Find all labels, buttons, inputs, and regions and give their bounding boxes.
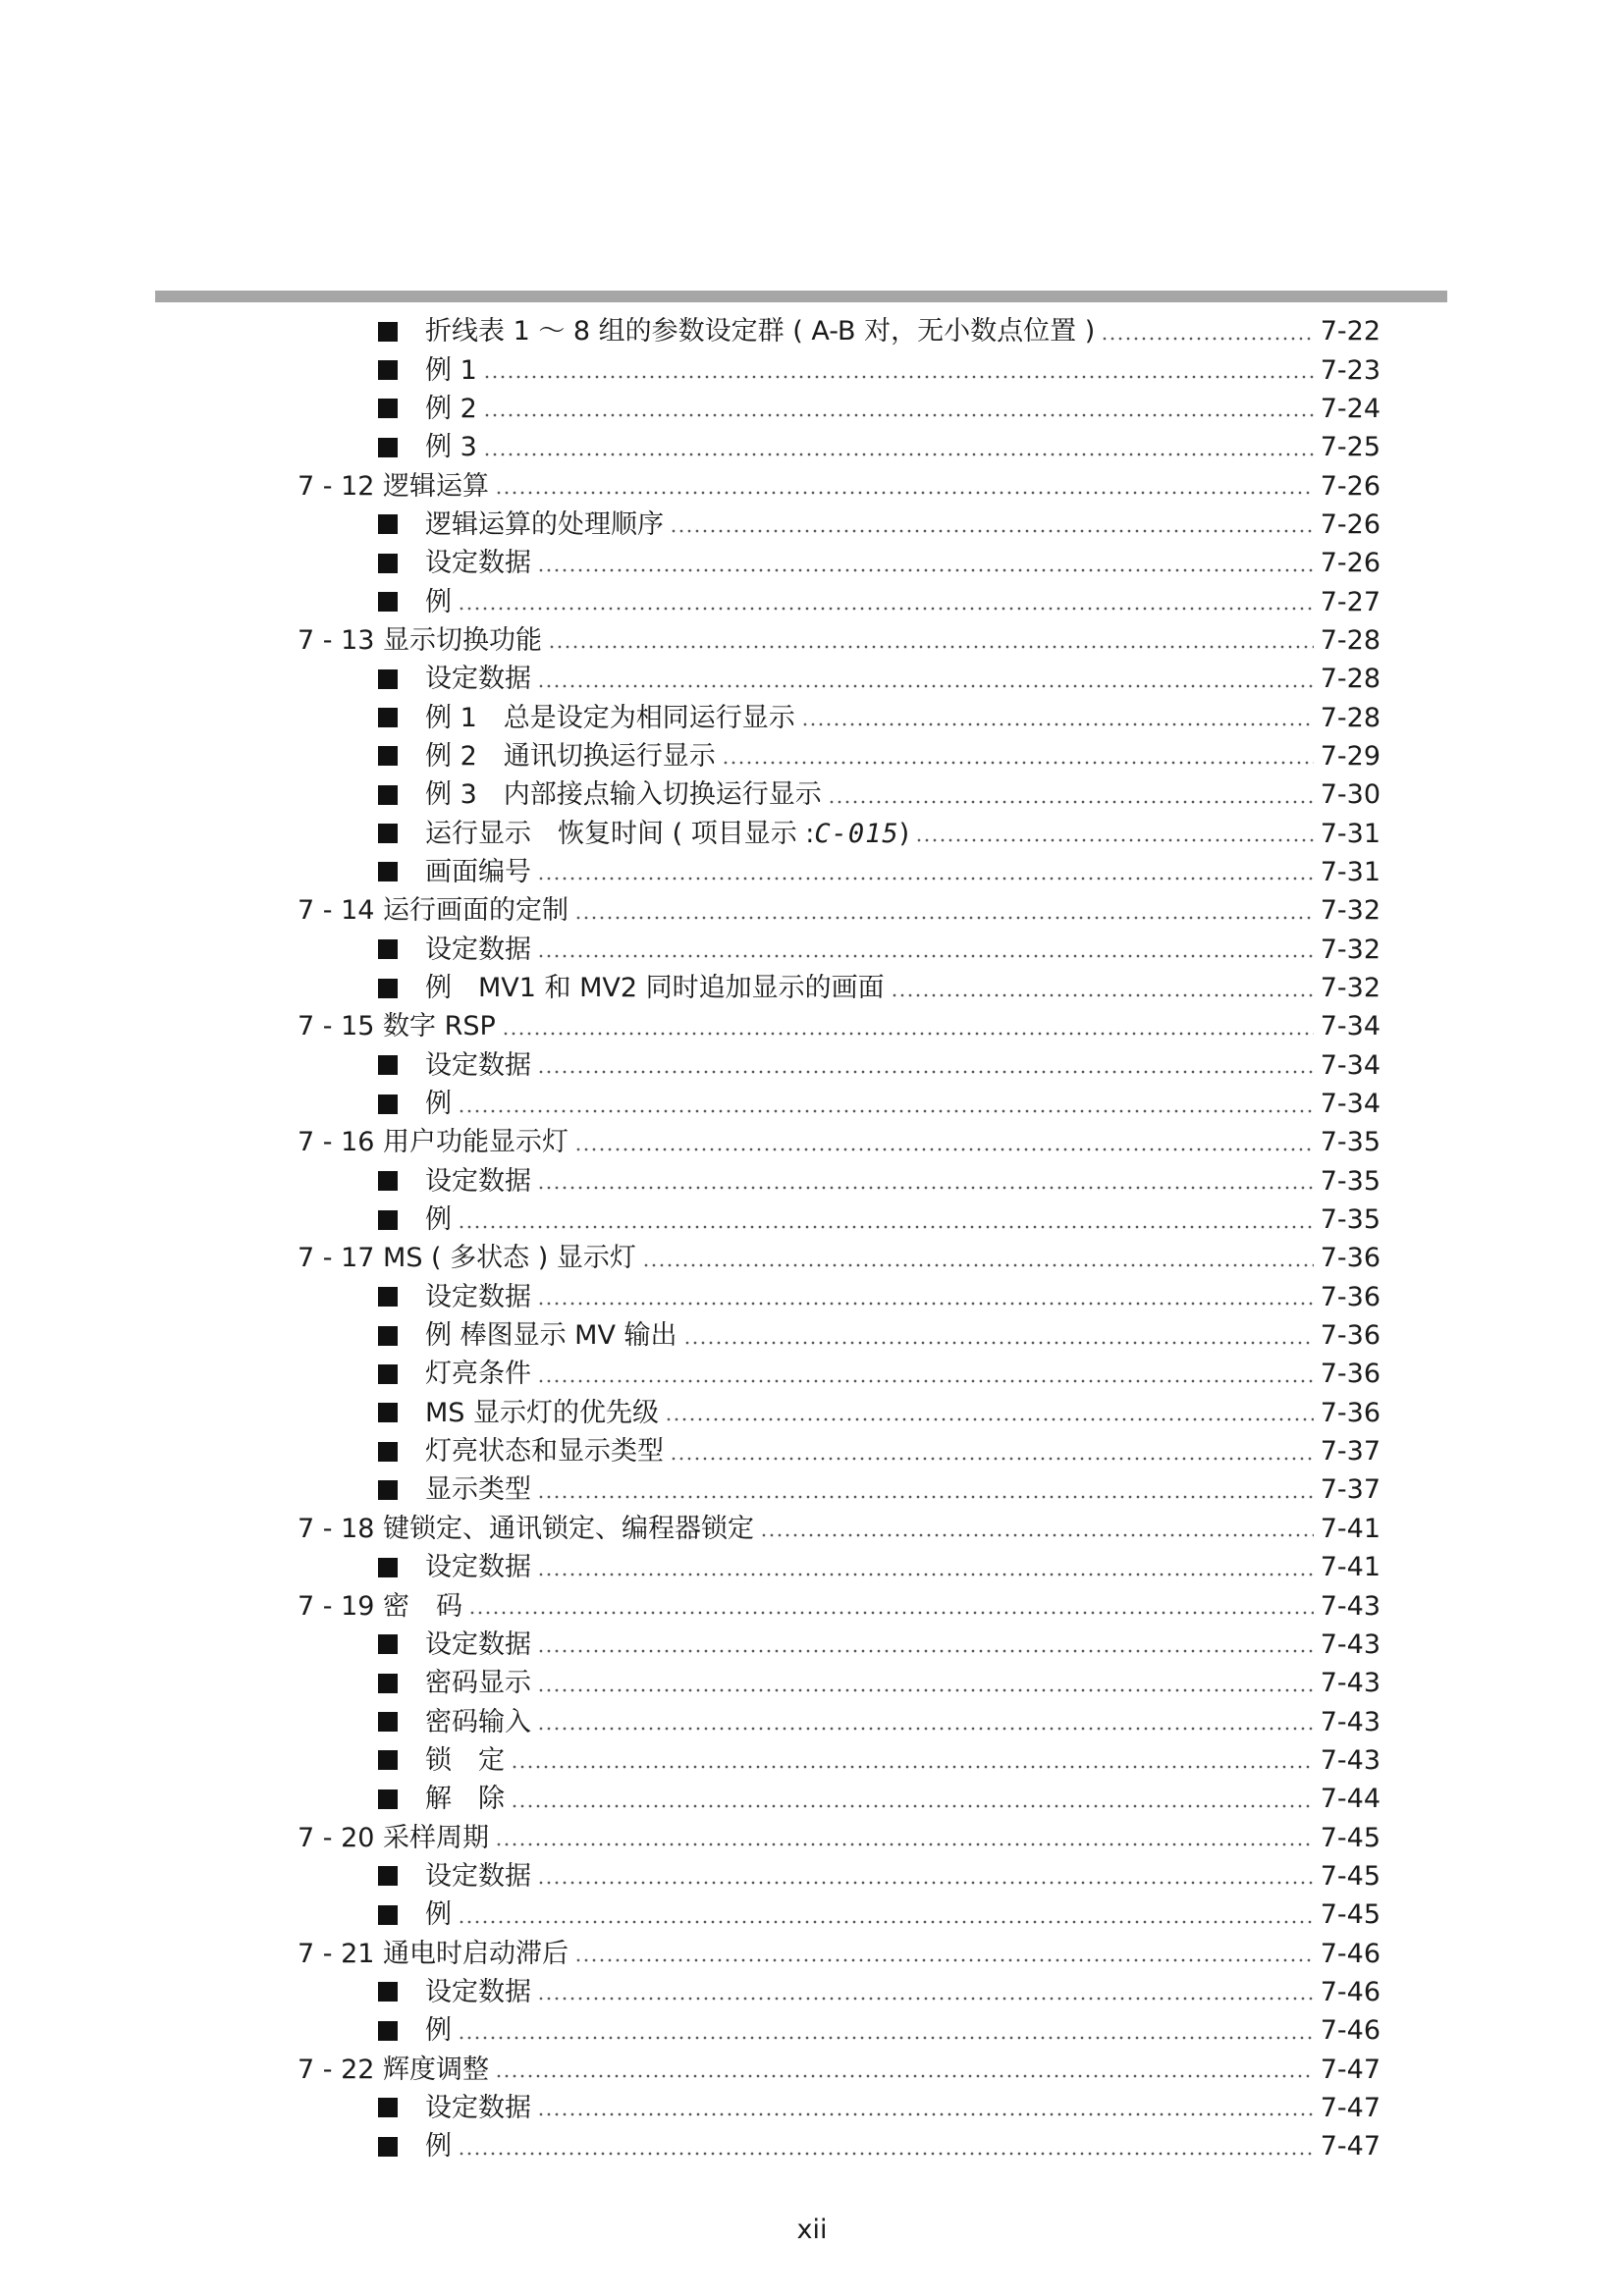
dot-leader: [574, 1148, 1314, 1151]
toc-page-number: 7-47: [1320, 2092, 1380, 2123]
square-bullet-icon: [378, 824, 398, 843]
dot-leader: [537, 877, 1314, 881]
toc-page-number: 7-45: [1320, 1860, 1380, 1892]
dot-leader: [537, 1573, 1314, 1576]
toc-page-number: 7-36: [1320, 1243, 1380, 1274]
toc-entry-label: 设定数据: [425, 664, 531, 695]
dot-leader: [483, 375, 1314, 379]
toc-page-number: 7-32: [1320, 895, 1380, 927]
dot-leader: [670, 1457, 1314, 1461]
dot-leader: [722, 761, 1314, 765]
toc-entry-label: 7 - 20 采样周期: [298, 1822, 490, 1853]
toc-subentry[interactable]: [0, 814, 1624, 852]
toc-entry-label: 锁 定: [425, 1744, 505, 1776]
toc-entry-label: 密码显示: [425, 1668, 531, 1699]
toc-subentry[interactable]: [0, 1085, 1624, 1123]
dot-leader: [760, 1533, 1314, 1537]
toc-subentry[interactable]: [0, 2011, 1624, 2050]
toc-page-number: 7-28: [1320, 664, 1380, 695]
dot-leader: [537, 954, 1314, 958]
toc-page-number: 7-29: [1320, 740, 1380, 772]
toc-entry-label: 例: [425, 1899, 452, 1931]
toc-entry-label: 运行显示 恢复时间 ( 项目显示 :C-015): [425, 818, 910, 849]
square-bullet-icon: [378, 1634, 398, 1654]
toc-entry-label: 设定数据: [425, 934, 531, 965]
toc-subentry[interactable]: [0, 1355, 1624, 1393]
toc-page-number: 7-31: [1320, 818, 1380, 849]
lcd-code-display: C-015: [814, 818, 899, 849]
dot-leader: [458, 1109, 1314, 1113]
toc-entry-label: 7 - 13 显示切换功能: [298, 624, 543, 656]
dot-leader: [642, 1263, 1314, 1267]
square-bullet-icon: [378, 939, 398, 959]
square-bullet-icon: [378, 1171, 398, 1191]
toc-section-entry[interactable]: [0, 1239, 1624, 1277]
square-bullet-icon: [378, 1480, 398, 1500]
dot-leader: [915, 838, 1314, 842]
toc-entry-label: 显示类型: [425, 1474, 531, 1506]
toc-entry-label: 例 3 内部接点输入切换运行显示: [425, 779, 822, 811]
toc-page-number: 7-31: [1320, 856, 1380, 887]
square-bullet-icon: [378, 1055, 398, 1075]
toc-page-number: 7-47: [1320, 2054, 1380, 2085]
dot-leader: [537, 1379, 1314, 1383]
square-bullet-icon: [378, 1674, 398, 1693]
toc-page-number: 7-44: [1320, 1784, 1380, 1815]
toc-entry-label: 逻辑运算的处理顺序: [425, 508, 664, 540]
toc-page-number: 7-35: [1320, 1204, 1380, 1236]
toc-subentry[interactable]: [0, 506, 1624, 544]
dot-leader: [537, 1727, 1314, 1731]
toc-subentry[interactable]: [0, 698, 1624, 736]
toc-subentry[interactable]: [0, 1741, 1624, 1780]
toc-page-number: 7-45: [1320, 1822, 1380, 1853]
toc-subentry[interactable]: [0, 931, 1624, 969]
dot-leader: [1101, 337, 1314, 341]
dot-leader: [537, 684, 1314, 688]
toc-entry-label: MS 显示灯的优先级: [425, 1397, 660, 1428]
toc-page-number: 7-47: [1320, 2131, 1380, 2163]
toc-entry-label: 例 3: [425, 432, 477, 463]
toc-page-number: 7-46: [1320, 1976, 1380, 2007]
toc-subentry[interactable]: [0, 1394, 1624, 1432]
toc-subentry[interactable]: [0, 2089, 1624, 2127]
square-bullet-icon: [378, 1287, 398, 1307]
toc-section-entry[interactable]: [0, 1818, 1624, 1856]
square-bullet-icon: [378, 1403, 398, 1422]
square-bullet-icon: [378, 399, 398, 418]
toc-entry-label: 密码输入: [425, 1706, 531, 1737]
toc-subentry[interactable]: [0, 737, 1624, 775]
toc-entry-label: 设定数据: [425, 1860, 531, 1892]
square-bullet-icon: [378, 1095, 398, 1114]
toc-subentry[interactable]: [0, 1201, 1624, 1239]
square-bullet-icon: [378, 514, 398, 534]
toc-page-number: 7-26: [1320, 548, 1380, 579]
toc-section-entry[interactable]: [0, 891, 1624, 930]
dot-leader: [483, 413, 1314, 417]
toc-subentry[interactable]: [0, 2127, 1624, 2165]
toc-subentry[interactable]: [0, 1896, 1624, 1934]
toc-page-number: 7-46: [1320, 1938, 1380, 1969]
toc-subentry[interactable]: [0, 1548, 1624, 1586]
toc-page-number: 7-27: [1320, 586, 1380, 617]
toc-page-number: 7-36: [1320, 1359, 1380, 1390]
dot-leader: [537, 1302, 1314, 1306]
toc-section-entry[interactable]: [0, 1510, 1624, 1548]
toc-page-number: 7-41: [1320, 1513, 1380, 1544]
toc-page-number: 7-24: [1320, 393, 1380, 424]
toc-entry-label: 例: [425, 1089, 452, 1120]
square-bullet-icon: [378, 1326, 398, 1346]
toc-section-entry[interactable]: [0, 2050, 1624, 2088]
square-bullet-icon: [378, 360, 398, 380]
toc-subentry[interactable]: [0, 1702, 1624, 1740]
toc-page-number: 7-26: [1320, 470, 1380, 502]
toc-page-number: 7-36: [1320, 1397, 1380, 1428]
dot-leader: [574, 916, 1314, 920]
square-bullet-icon: [378, 1982, 398, 2002]
toc-page-number: 7-43: [1320, 1668, 1380, 1699]
toc-entry-label: 7 - 18 键锁定、通讯锁定、编程器锁定: [298, 1513, 755, 1544]
dot-leader: [495, 2074, 1314, 2078]
toc-entry-label: 灯亮状态和显示类型: [425, 1436, 664, 1468]
toc-page-number: 7-32: [1320, 973, 1380, 1004]
dot-leader: [683, 1341, 1314, 1345]
toc-section-entry[interactable]: [0, 1007, 1624, 1045]
toc-subentry[interactable]: [0, 350, 1624, 389]
toc-entry-label: 设定数据: [425, 2092, 531, 2123]
toc-page-number: 7-46: [1320, 2015, 1380, 2047]
dot-leader: [495, 491, 1314, 495]
square-bullet-icon: [378, 746, 398, 766]
dot-leader: [801, 722, 1314, 726]
toc-page-number: 7-45: [1320, 1899, 1380, 1931]
square-bullet-icon: [378, 592, 398, 612]
toc-entry-label: 例: [425, 1204, 452, 1236]
toc-entry-label: 7 - 12 逻辑运算: [298, 470, 490, 502]
toc-subentry[interactable]: [0, 1316, 1624, 1355]
dot-leader: [458, 1920, 1314, 1924]
toc-subentry[interactable]: [0, 1664, 1624, 1702]
dot-leader: [548, 645, 1314, 649]
toc-subentry[interactable]: [0, 1046, 1624, 1085]
toc-page-number: 7-37: [1320, 1436, 1380, 1468]
dot-leader: [502, 1032, 1314, 1036]
square-bullet-icon: [378, 1750, 398, 1770]
toc-page-number: 7-43: [1320, 1590, 1380, 1622]
toc-page-number: 7-43: [1320, 1706, 1380, 1737]
toc-section-entry[interactable]: [0, 1586, 1624, 1625]
square-bullet-icon: [378, 322, 398, 342]
dot-leader: [537, 1688, 1314, 1692]
toc-entry-label: 设定数据: [425, 1049, 531, 1081]
toc-entry-label: 设定数据: [425, 1629, 531, 1660]
toc-entry-label: 7 - 22 辉度调整: [298, 2054, 490, 2085]
dot-leader: [458, 1225, 1314, 1229]
toc-entry-label: 设定数据: [425, 548, 531, 579]
dot-leader: [537, 2112, 1314, 2116]
square-bullet-icon: [378, 1712, 398, 1732]
dot-leader: [458, 2152, 1314, 2156]
toc-entry-label: 折线表 1 ～ 8 组的参数设定群 ( A-B 对，无小数点位置 ): [425, 316, 1096, 347]
toc-entry-label: 7 - 14 运行画面的定制: [298, 895, 569, 927]
toc-subentry[interactable]: [0, 1432, 1624, 1470]
toc-entry-label: 例: [425, 2015, 452, 2047]
square-bullet-icon: [378, 1442, 398, 1462]
toc-page-number: 7-35: [1320, 1165, 1380, 1197]
dot-leader: [468, 1611, 1314, 1615]
dot-leader: [574, 1958, 1314, 1962]
dot-leader: [458, 607, 1314, 611]
square-bullet-icon: [378, 708, 398, 727]
dot-leader: [537, 1070, 1314, 1074]
dot-leader: [537, 1649, 1314, 1653]
page-number: xii: [796, 2215, 828, 2245]
dot-leader: [537, 1186, 1314, 1190]
toc-entry-label: 7 - 19 密 码: [298, 1590, 463, 1622]
toc-page-number: 7-30: [1320, 779, 1380, 811]
square-bullet-icon: [378, 1364, 398, 1384]
toc-entry-label: 设定数据: [425, 1552, 531, 1583]
toc-page-number: 7-43: [1320, 1744, 1380, 1776]
toc-entry-label: 例: [425, 2131, 452, 2163]
toc-subentry[interactable]: [0, 582, 1624, 620]
toc-entry-label: 设定数据: [425, 1281, 531, 1312]
toc-page-number: 7-34: [1320, 1049, 1380, 1081]
square-bullet-icon: [378, 862, 398, 881]
square-bullet-icon: [378, 554, 398, 573]
toc-entry-label: 7 - 21 通电时启动滞后: [298, 1938, 569, 1969]
square-bullet-icon: [378, 979, 398, 998]
toc-page-number: 7-28: [1320, 702, 1380, 733]
toc-entry-label: 例 2: [425, 393, 477, 424]
toc-page-number: 7-36: [1320, 1320, 1380, 1352]
toc-page-number: 7-34: [1320, 1011, 1380, 1042]
toc-page-number: 7-35: [1320, 1127, 1380, 1158]
dot-leader: [537, 568, 1314, 572]
toc-subentry[interactable]: [0, 1470, 1624, 1509]
toc-entry-label: 解 除: [425, 1784, 505, 1815]
toc-entry-label: 例: [425, 586, 452, 617]
toc-entry-label: 7 - 15 数字 RSP: [298, 1011, 496, 1042]
dot-leader: [458, 2036, 1314, 2040]
toc-subentry[interactable]: [0, 1857, 1624, 1896]
toc-entry-label: 例 1 总是设定为相同运行显示: [425, 702, 795, 733]
toc-section-entry[interactable]: [0, 1123, 1624, 1161]
square-bullet-icon: [378, 785, 398, 805]
dot-leader: [537, 1881, 1314, 1885]
dot-leader: [828, 800, 1314, 804]
toc-subentry[interactable]: [0, 853, 1624, 891]
toc-subentry[interactable]: [0, 390, 1624, 428]
dot-leader: [511, 1804, 1314, 1808]
dot-leader: [670, 529, 1314, 533]
toc-page-number: 7-28: [1320, 624, 1380, 656]
dot-leader: [537, 1997, 1314, 2001]
toc-subentry[interactable]: [0, 544, 1624, 582]
toc-entry-label: 例 MV1 和 MV2 同时追加显示的画面: [425, 973, 885, 1004]
square-bullet-icon: [378, 2098, 398, 2117]
square-bullet-icon: [378, 1789, 398, 1809]
toc-entry-label: 灯亮条件: [425, 1359, 531, 1390]
square-bullet-icon: [378, 2137, 398, 2157]
toc-subentry[interactable]: [0, 1278, 1624, 1316]
toc-page-number: 7-23: [1320, 354, 1380, 386]
square-bullet-icon: [378, 1866, 398, 1886]
toc-entry-label: 例 棒图显示 MV 输出: [425, 1320, 677, 1352]
toc-subentry[interactable]: [0, 1780, 1624, 1818]
header-rule: [155, 291, 1447, 302]
square-bullet-icon: [378, 1905, 398, 1925]
toc-entry-label: 设定数据: [425, 1976, 531, 2007]
toc-subentry[interactable]: [0, 1626, 1624, 1664]
toc-subentry[interactable]: [0, 1973, 1624, 2011]
toc-page-number: 7-34: [1320, 1089, 1380, 1120]
toc-page-number: 7-25: [1320, 432, 1380, 463]
toc-entry-label: 例 2 通讯切换运行显示: [425, 740, 716, 772]
toc-section-entry[interactable]: [0, 621, 1624, 660]
toc-section-entry[interactable]: [0, 1934, 1624, 1972]
square-bullet-icon: [378, 1210, 398, 1230]
toc-page-number: 7-43: [1320, 1629, 1380, 1660]
square-bullet-icon: [378, 2021, 398, 2041]
dot-leader: [483, 453, 1314, 456]
dot-leader: [495, 1842, 1314, 1846]
square-bullet-icon: [378, 669, 398, 689]
dot-leader: [537, 1495, 1314, 1499]
toc-subentry[interactable]: [0, 969, 1624, 1007]
toc-entry-label: 例 1: [425, 354, 477, 386]
toc-subentry[interactable]: [0, 428, 1624, 466]
dot-leader: [665, 1417, 1314, 1421]
square-bullet-icon: [378, 438, 398, 457]
toc-entry-label: 7 - 16 用户功能显示灯: [298, 1127, 569, 1158]
square-bullet-icon: [378, 1558, 398, 1577]
toc-page-number: 7-22: [1320, 316, 1380, 347]
toc-entry-label: 7 - 17 MS ( 多状态 ) 显示灯: [298, 1243, 636, 1274]
table-of-contents: [0, 312, 1624, 2166]
toc-subentry[interactable]: [0, 660, 1624, 698]
toc-subentry[interactable]: [0, 1162, 1624, 1201]
dot-leader: [511, 1765, 1314, 1769]
toc-page-number: 7-41: [1320, 1552, 1380, 1583]
toc-page-number: 7-26: [1320, 508, 1380, 540]
toc-page-number: 7-37: [1320, 1474, 1380, 1506]
toc-subentry[interactable]: [0, 312, 1624, 350]
toc-page-number: 7-36: [1320, 1281, 1380, 1312]
dot-leader: [891, 993, 1314, 997]
toc-section-entry[interactable]: [0, 466, 1624, 505]
toc-entry-label: 设定数据: [425, 1165, 531, 1197]
toc-subentry[interactable]: [0, 775, 1624, 814]
toc-page-number: 7-32: [1320, 934, 1380, 965]
toc-entry-label: 画面编号: [425, 856, 531, 887]
